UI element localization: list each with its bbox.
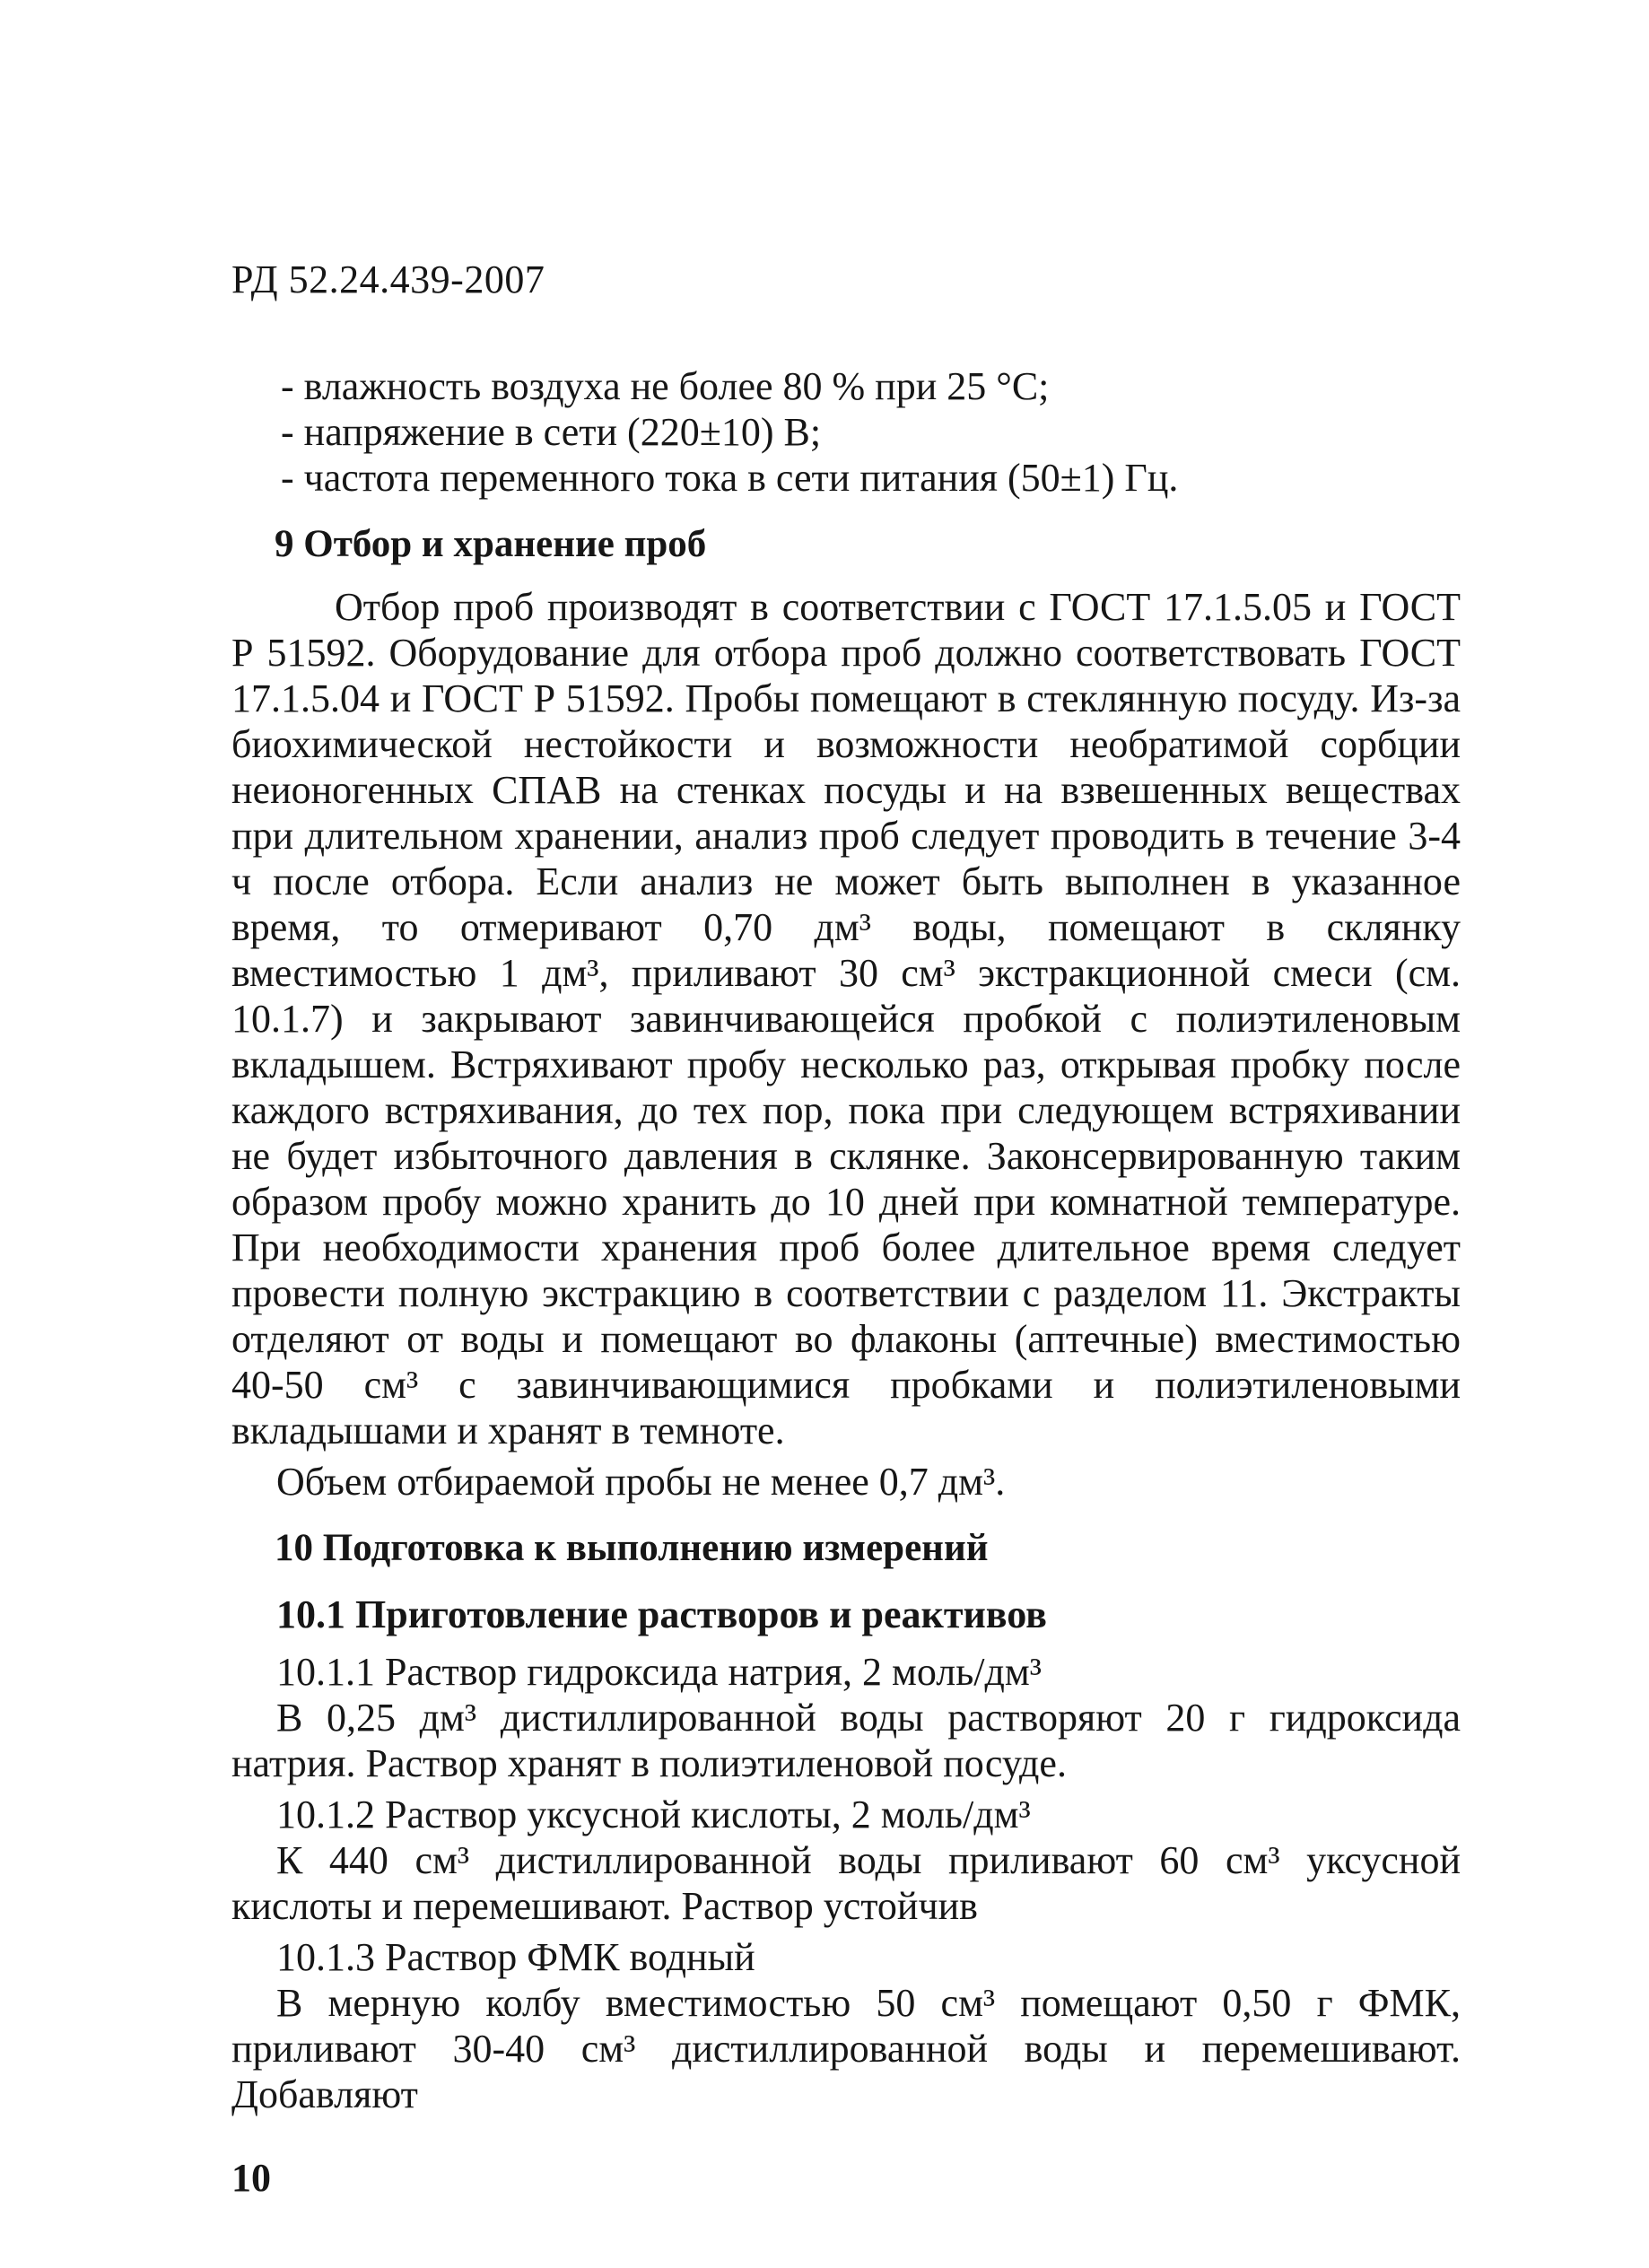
- document-header: РД 52.24.439-2007: [231, 257, 545, 301]
- item-10-1-1-title: 10.1.1 Раствор гидроксида натрия, 2 моль/дм³: [276, 1650, 1042, 1694]
- item-10-1-3-text: В мерную колбу вместимостью 50 см³ помещают 0,50 г ФМК, приливают 30-40 см³ дистиллированной воды и перемешивают. Добавляют: [231, 1981, 1461, 2116]
- section-10-1-heading: 10.1 Приготовление растворов и реактивов: [276, 1592, 1047, 1636]
- condition-frequency: - частота переменного тока в сети питания (50±1) Гц.: [281, 456, 1179, 500]
- document-body: [231, 363, 1461, 2117]
- page-number: 10: [231, 2156, 271, 2200]
- condition-humidity: - влажность воздуха не более 80 % при 25 °С;: [281, 364, 1050, 408]
- item-10-1-2-title: 10.1.2 Раствор уксусной кислоты, 2 моль/дм³: [276, 1793, 1031, 1836]
- item-10-1-1-text: В 0,25 дм³ дистиллированной воды растворяют 20 г гидроксида натрия. Раствор хранят в полиэтиленовой посуде.: [231, 1696, 1461, 1785]
- section-9-heading: 9 Отбор и хранение проб: [275, 523, 707, 565]
- sample-volume-note: Объем отбираемой пробы не менее 0,7 дм³.: [276, 1460, 1006, 1504]
- item-10-1-2-text: К 440 см³ дистиллированной воды приливают 60 см³ уксусной кислоты и перемешивают. Раствор устойчив: [231, 1838, 1461, 1928]
- condition-voltage: - напряжение в сети (220±10) В;: [281, 410, 822, 454]
- item-10-1-3-title: 10.1.3 Раствор ФМК водный: [276, 1935, 755, 1979]
- section-10-heading: 10 Подготовка к выполнению измерений: [275, 1527, 989, 1569]
- section-9-paragraph: Отбор проб производят в соответствии с ГОСТ 17.1.5.05 и ГОСТ Р 51592. Оборудование для отбора проб должно соответствовать ГОСТ 17.1.5.04 и ГОСТ Р 51592. Пробы помещают в стеклянную посуду. Из-за биохимической нестойкости и возможности необратимой сорбции неионогенных СПАВ на стенках посуды и на взвешенных веществах при длительном хранении, анализ проб следует проводить в течение 3-4 ч после отбора. Если анализ не может быть выполнен в указанное время, то отмеривают 0,70 дм³ воды, помещают в склянку вместимостью 1 дм³, приливают 30 см³ экстракционной смеси (см. 10.1.7) и закрывают завинчивающейся пробкой с полиэтиленовым вкладышем. Встряхивают пробу несколько раз, открывая пробку после каждого встряхивания, до тех пор, пока при следующем встряхивании не будет избыточного давления в склянке. Законсервированную таким образом пробу можно хранить до 10 дней при комнатной температуре. При необходимости хранения проб более длительное время следует провести полную экстракцию в соответствии с разделом 11. Экстракты отделяют от воды и помещают во флаконы (аптечные) вместимостью 40-50 см³ с завинчивающимися пробками и полиэтиленовыми вкладышами и хранят в темноте.: [231, 585, 1461, 1452]
